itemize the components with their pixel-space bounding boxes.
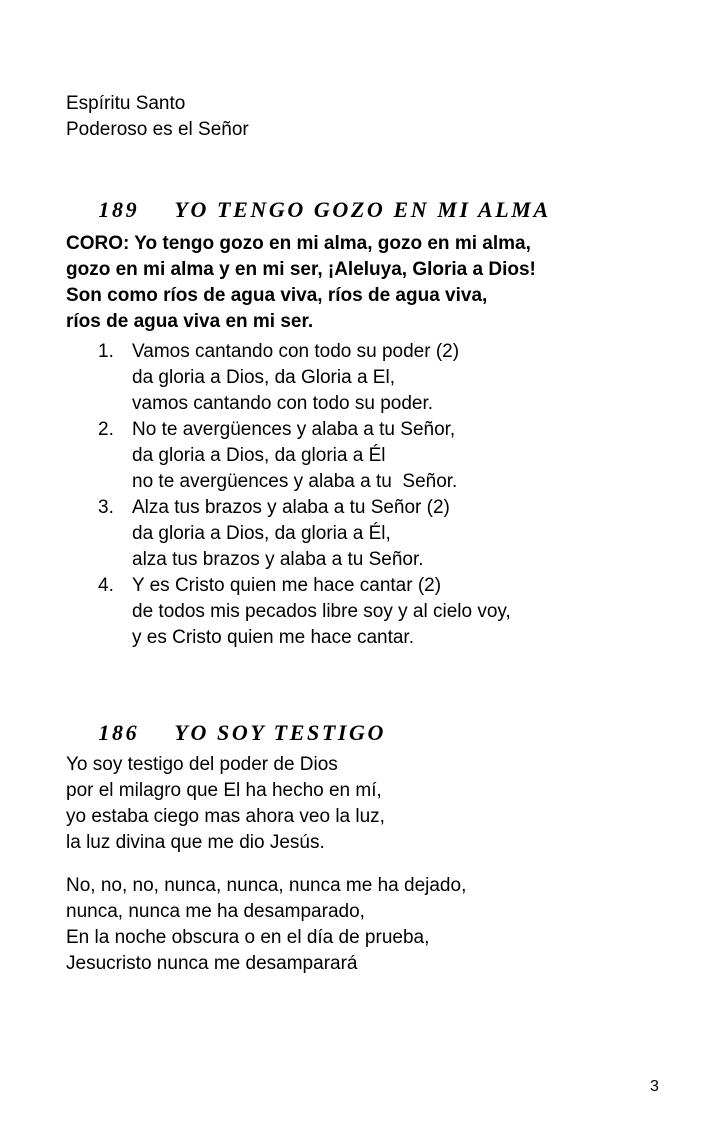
chorus-line: ríos de agua viva en mi ser. [66, 311, 314, 332]
verse-number: 1. [98, 341, 114, 362]
verse-line: Y es Cristo quien me hace cantar (2) [132, 575, 442, 596]
verse-line: y es Cristo quien me hace cantar. [132, 627, 414, 648]
stanza-line: En la noche obscura o en el día de prueba, [66, 927, 430, 948]
previous-song-ending [66, 91, 249, 143]
chorus [66, 231, 536, 335]
verse-line: de todos mis pecados libre soy y al cielo voy, [132, 601, 511, 622]
verse-line: no te avergüences y alaba a tu Señor. [132, 471, 458, 492]
stanza-line: No, no, no, nunca, nunca, nunca me ha dejado, [66, 875, 467, 896]
verse-line: da gloria a Dios, da Gloria a El, [132, 367, 395, 388]
song-title-text: YO TENGO GOZO EN MI ALMA [174, 197, 551, 222]
chorus-line: CORO: Yo tengo gozo en mi alma, gozo en mi alma, [66, 233, 531, 254]
stanza-1 [66, 752, 385, 856]
verse-line: Vamos cantando con todo su poder (2) [132, 341, 460, 362]
stanza-line: nunca, nunca me ha desamparado, [66, 901, 365, 922]
page-number: 3 [650, 1078, 659, 1095]
stanza-line: Yo soy testigo del poder de Dios [66, 754, 338, 775]
stanza-line: Jesucristo nunca me desamparará [66, 953, 358, 974]
verse-line: vamos cantando con todo su poder. [132, 393, 434, 414]
stanza-line: por el milagro que El ha hecho en mí, [66, 780, 382, 801]
verse-line: da gloria a Dios, da gloria a Él, [132, 523, 391, 544]
text-line: Poderoso es el Señor [66, 119, 249, 140]
verse-1 [66, 339, 511, 417]
stanza-line: la luz divina que me dio Jesús. [66, 832, 325, 853]
song-number: 189 [98, 197, 140, 222]
song-title-text: YO SOY TESTIGO [174, 720, 387, 745]
stanza-2 [66, 873, 466, 977]
verse-line: No te avergüences y alaba a tu Señor, [132, 419, 456, 440]
verse-line: alza tus brazos y alaba a tu Señor. [132, 549, 424, 570]
verse-number: 4. [98, 575, 114, 596]
text-line: Espíritu Santo [66, 93, 186, 114]
verse-2 [66, 417, 511, 495]
verse-4 [66, 573, 511, 651]
verse-list [66, 339, 511, 651]
stanza-line: yo estaba ciego mas ahora veo la luz, [66, 806, 385, 827]
verse-line: da gloria a Dios, da gloria a Él [132, 445, 386, 466]
song-number: 186 [98, 720, 140, 745]
verse-3 [66, 495, 511, 573]
verse-number: 2. [98, 419, 114, 440]
chorus-line: Son como ríos de agua viva, ríos de agua viva, [66, 285, 488, 306]
verse-line: Alza tus brazos y alaba a tu Señor (2) [132, 497, 450, 518]
chorus-line: gozo en mi alma y en mi ser, ¡Aleluya, Gloria a Dios! [66, 259, 536, 280]
verse-number: 3. [98, 497, 114, 518]
